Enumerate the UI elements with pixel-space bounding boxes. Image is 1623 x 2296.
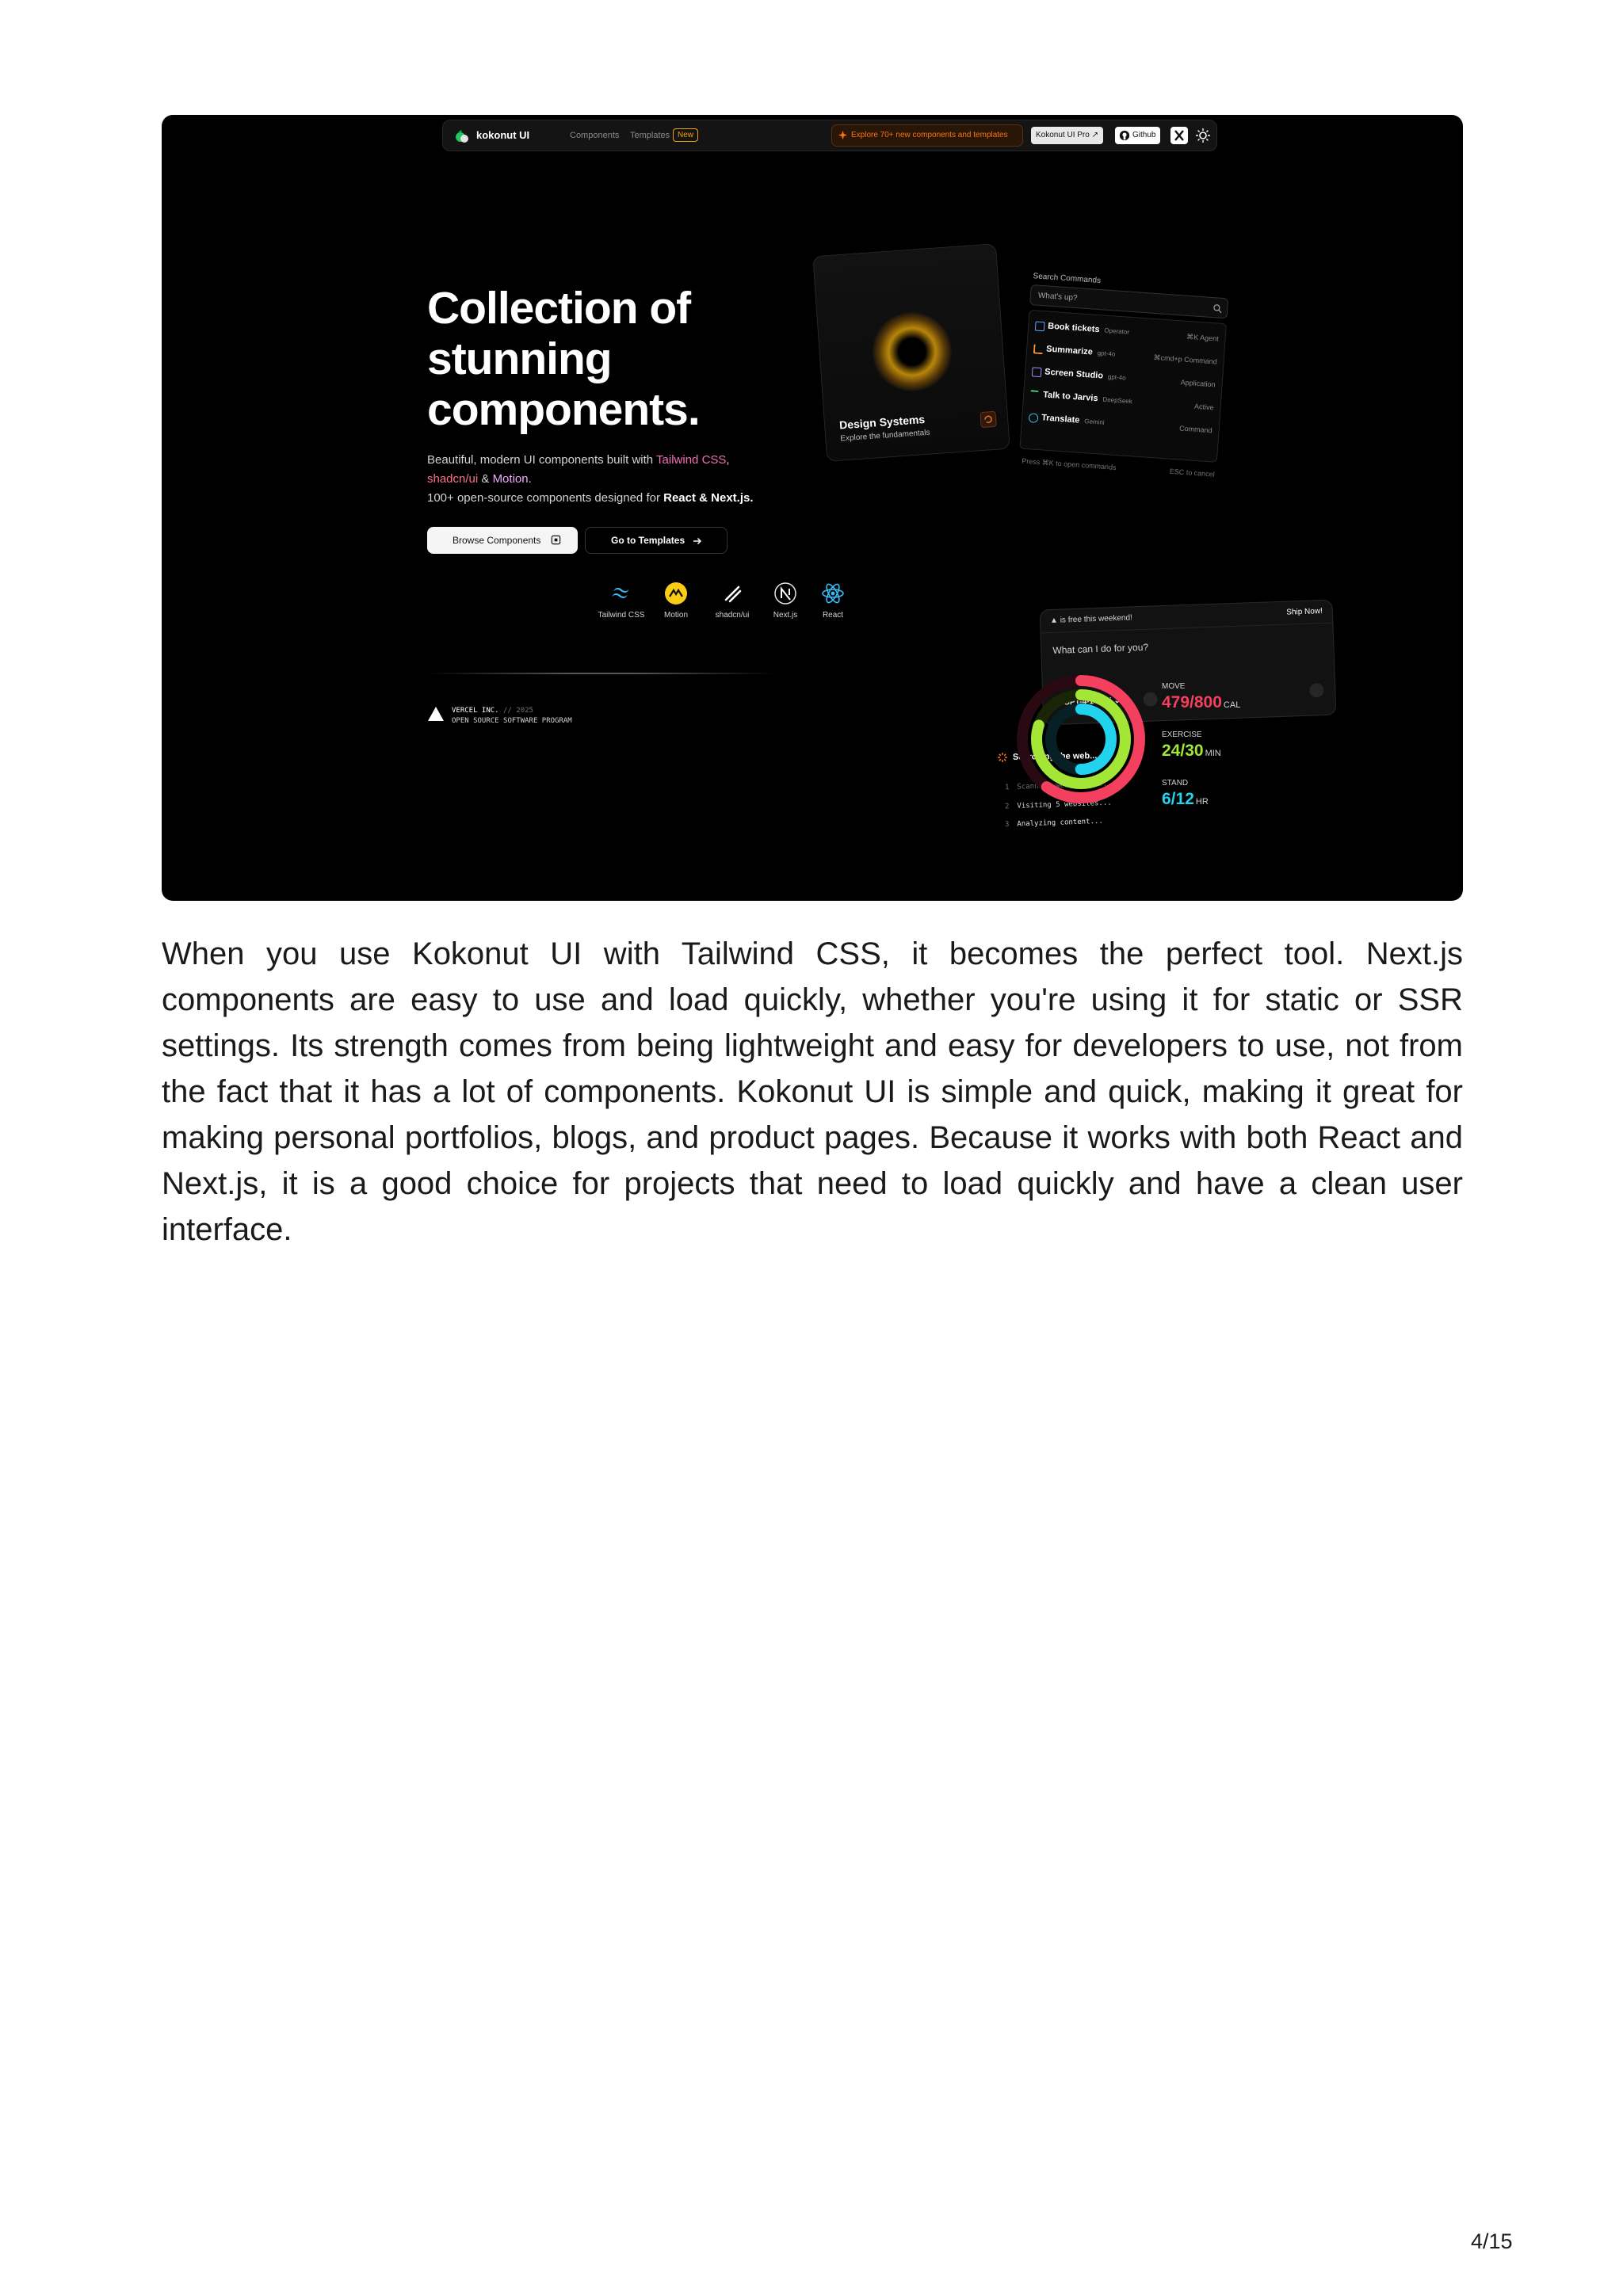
command-meta: Command bbox=[1178, 424, 1212, 435]
new-badge: New bbox=[673, 128, 698, 142]
chat-input[interactable]: What can I do for you? bbox=[1052, 641, 1149, 656]
exercise-label: EXERCISE bbox=[1162, 730, 1202, 739]
hero-description bbox=[427, 451, 808, 508]
move-label: MOVE bbox=[1162, 682, 1186, 691]
desc-period: . bbox=[528, 472, 532, 486]
command-meta: ⌘cmd+p Command bbox=[1153, 353, 1217, 366]
command-label: Book tickets Operator bbox=[1047, 321, 1130, 336]
arrow-right-icon bbox=[692, 536, 703, 547]
nextjs-icon bbox=[773, 581, 798, 606]
desc-text-b: 100+ open-source components designed for bbox=[427, 491, 664, 505]
vercel-inc: VERCEL INC. bbox=[452, 707, 499, 715]
command-meta: ⌘K Agent bbox=[1186, 332, 1220, 343]
react-icon bbox=[820, 581, 846, 606]
desc-amp: & bbox=[478, 472, 493, 486]
kokonut-ui-screenshot bbox=[162, 115, 1463, 901]
command-placeholder: What's up? bbox=[1037, 291, 1078, 303]
theme-toggle-button[interactable] bbox=[1194, 127, 1212, 144]
sparkle-icon bbox=[838, 130, 848, 140]
vercel-triangle-icon bbox=[427, 706, 445, 722]
tech-motion[interactable] bbox=[644, 581, 708, 620]
design-card-subtitle: Explore the fundamentals bbox=[840, 428, 930, 444]
refresh-icon[interactable] bbox=[980, 411, 996, 428]
x-logo-icon bbox=[1170, 127, 1188, 144]
design-systems-card[interactable] bbox=[812, 243, 1010, 462]
x-social-button[interactable] bbox=[1170, 127, 1188, 144]
tech-tailwind[interactable] bbox=[590, 581, 653, 620]
stand-value: 6/12 HR bbox=[1162, 790, 1209, 808]
github-label: Github bbox=[1132, 131, 1156, 139]
hero-divider bbox=[427, 673, 776, 674]
browse-components-button[interactable] bbox=[427, 527, 578, 554]
design-card-title: Design Systems bbox=[838, 413, 926, 432]
activity-rings bbox=[1014, 673, 1148, 806]
send-icon[interactable] bbox=[1309, 683, 1324, 698]
sun-icon bbox=[1194, 127, 1212, 144]
motion-icon bbox=[663, 581, 689, 606]
web-step-1: 1 Scanning web pages... bbox=[1004, 780, 1108, 792]
body-paragraph: When you use Kokonut UI with Tailwind CSS, it becomes the perfect tool. Next.js components are easy to use and load quickly, whether you're using it for static or SSR settings. Its strength comes from being lightweight and easy for developers to use, not from the fact that it has a lot of components. Kokonut UI is simple and quick, making it great for making personal portfolios, blogs, and product pages. Because it works with both React and Next.js, it is a good choice for projects that need to load quickly and have a clean user interface. bbox=[162, 936, 1463, 1247]
go-to-templates-button[interactable] bbox=[585, 527, 727, 554]
templates-label: Go to Templates bbox=[611, 535, 685, 546]
chat-header bbox=[1041, 601, 1333, 634]
vercel-line-2: OPEN SOURCE SOFTWARE PROGRAM bbox=[452, 717, 572, 725]
tech-react[interactable] bbox=[801, 581, 865, 620]
command-label: Talk to Jarvis DeepSeek bbox=[1042, 390, 1133, 406]
move-value: 479/800 CAL bbox=[1162, 693, 1241, 711]
command-meta: Application bbox=[1180, 378, 1216, 389]
web-step-3: 3 Analyzing content... bbox=[1004, 817, 1103, 830]
globe-icon bbox=[1029, 413, 1039, 423]
hero-title-line-1: Collection of bbox=[427, 283, 691, 334]
tailwind-icon bbox=[609, 581, 634, 606]
chat-header-text: ▲ is free this weekend! bbox=[1049, 613, 1133, 626]
hero-title-line-2: stunning bbox=[427, 334, 612, 384]
nav-link-templates[interactable]: Templates bbox=[630, 131, 670, 140]
command-meta: Active bbox=[1193, 402, 1214, 412]
tech-label-tailwind: Tailwind CSS bbox=[598, 611, 645, 620]
video-icon bbox=[1032, 367, 1042, 377]
tech-label-shadcn: shadcn/ui bbox=[715, 611, 750, 620]
promo-banner[interactable] bbox=[831, 124, 1023, 147]
desc-react-next: React & Next.js. bbox=[663, 491, 754, 505]
desc-comma: , bbox=[726, 453, 730, 467]
command-palette bbox=[1018, 272, 1232, 491]
browse-label: Browse Components bbox=[453, 535, 541, 546]
motion-link[interactable]: Motion bbox=[492, 472, 529, 486]
ticket-icon bbox=[1035, 321, 1045, 331]
chart-bar-icon bbox=[1033, 344, 1044, 354]
model-selector[interactable]: ◉ GPT-4-1 Mini ⌄ bbox=[1054, 696, 1121, 707]
page-number: 4/15 bbox=[1471, 2229, 1513, 2253]
promo-text: Explore 70+ new components and templates bbox=[851, 131, 1008, 139]
desc-text-a: Beautiful, modern UI components built with bbox=[427, 453, 657, 467]
glowing-orb bbox=[870, 310, 955, 395]
command-label: Translate Gemini bbox=[1041, 413, 1105, 426]
search-icon bbox=[1212, 303, 1223, 314]
exercise-value: 24/30 MIN bbox=[1162, 742, 1221, 760]
vercel-year: // 2025 bbox=[498, 707, 533, 715]
kokonut-logo-icon bbox=[454, 128, 470, 144]
tech-label-motion: Motion bbox=[663, 611, 688, 620]
hero-title bbox=[427, 283, 768, 435]
shadcn-link[interactable]: shadcn/ui bbox=[427, 472, 479, 486]
command-list bbox=[1019, 310, 1227, 463]
command-footer-cancel: ESC to cancel bbox=[1169, 467, 1216, 479]
vercel-line-1 bbox=[452, 707, 533, 715]
kokonut-pro-button[interactable]: Kokonut UI Pro ↗ bbox=[1031, 127, 1103, 144]
command-footer-hint: Press ⌘K to open commands bbox=[1021, 456, 1117, 472]
github-icon bbox=[1119, 130, 1130, 141]
brand-name[interactable]: kokonut UI bbox=[476, 129, 530, 141]
audio-wave-icon bbox=[1030, 390, 1039, 400]
tech-label-react: React bbox=[822, 611, 844, 620]
top-navbar bbox=[442, 120, 1217, 151]
web-search-title: Searching the web... bbox=[1012, 751, 1098, 762]
ship-now-link[interactable]: Ship Now! bbox=[1286, 607, 1323, 617]
command-label: Screen Studio gpt-4o bbox=[1044, 367, 1126, 382]
stand-label: STAND bbox=[1162, 779, 1189, 788]
nav-link-components[interactable]: Components bbox=[570, 131, 620, 140]
tailwind-link[interactable]: Tailwind CSS bbox=[656, 453, 727, 467]
command-heading: Search Commands bbox=[1033, 272, 1102, 286]
hero-title-line-3: components. bbox=[427, 384, 700, 435]
github-button[interactable] bbox=[1115, 127, 1160, 144]
component-icon bbox=[551, 535, 561, 545]
tech-label-nextjs: Next.js bbox=[773, 611, 798, 620]
web-step-2: 2 Visiting 5 websites... bbox=[1004, 799, 1112, 811]
loader-icon bbox=[997, 752, 1008, 763]
shadcn-icon bbox=[720, 581, 745, 606]
command-label: Summarize gpt-4o bbox=[1045, 344, 1116, 358]
